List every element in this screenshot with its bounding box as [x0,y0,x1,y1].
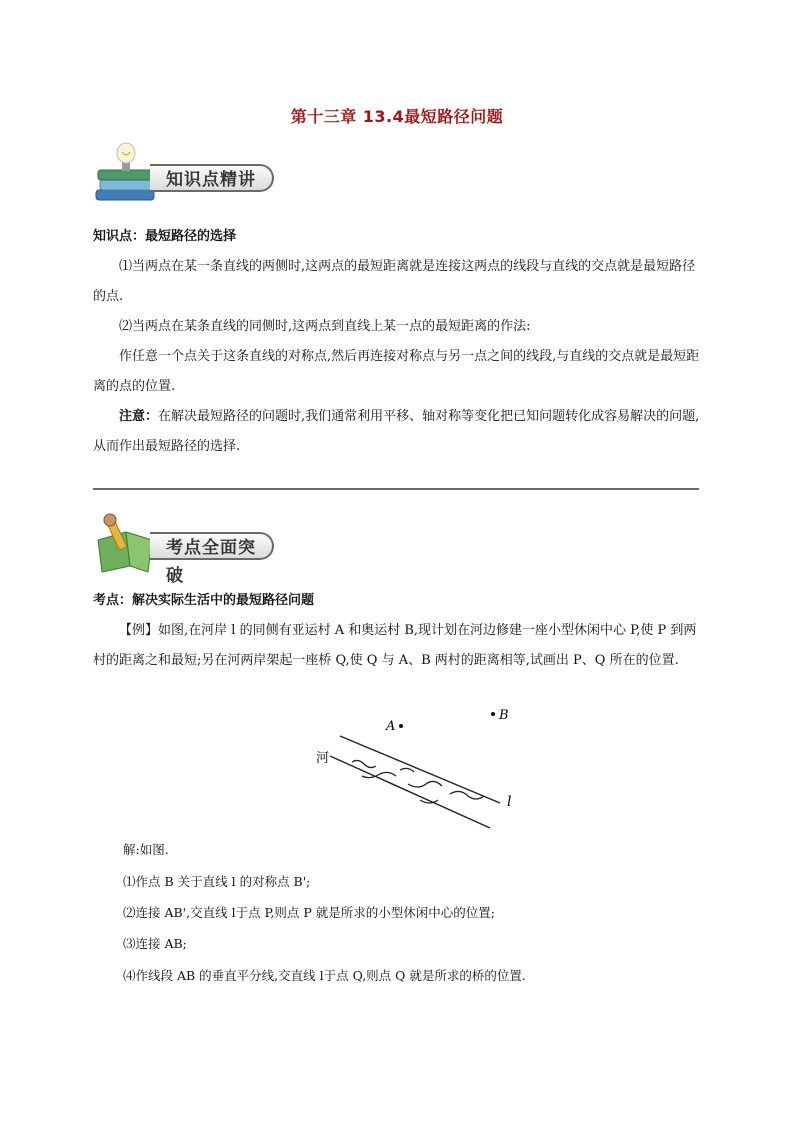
exam-section [93,586,701,676]
river-bank-lower [330,756,490,828]
section-divider [93,488,699,490]
water-wave [400,768,414,772]
example-text: 如图,在河岸 l 的同侧有亚运村 A 和奥运村 B,现计划在河边修建一座小型休闲中心 P,使 P 到两村的距离之和最短;另在河两岸架起一座桥 Q,使 Q 与 A、B 两村的距离相等,试画出 P、Q 所在的位置. [93,623,697,668]
section-banner-label: 考点全面突破 [150,532,274,560]
river-bank-upper [340,736,500,803]
exam-heading: 考点：解决实际生活中的最短路径问题 [93,593,315,608]
note-label: 注意： [119,409,159,424]
knowledge-heading: 知识点：最短路径的选择 [93,229,237,244]
section-banner-knowledge [92,142,282,208]
line-l-label: l [507,794,512,810]
river-label: 河 [316,751,330,766]
knowledge-paragraph-2: ⑵当两点在某条直线的同侧时,这两点到直线上某一点的最短距离的作法: [119,319,531,334]
solution-step-4: ⑷作线段 AB 的垂直平分线,交直线 l于点 Q,则点 Q 就是所求的桥的位置. [123,968,526,983]
river-diagram [300,700,530,835]
solution-intro: 解:如图. [123,842,169,857]
section-banner-exam [92,510,282,586]
knowledge-paragraph-3: 作任意一个点关于这条直线的对称点,然后再连接对称点与另一点之间的线段,与直线的交点就是最短距离的点的位置. [93,349,700,394]
solution-step-1: ⑴作点 B 关于直线 l 的对称点 B'; [123,874,311,889]
solution-step-3: ⑶连接 AB; [123,936,187,951]
knowledge-paragraph-1: ⑴当两点在某一条直线的两侧时,这两点的最短距离就是连接这两点的线段与直线的交点就是最短路径的点. [93,259,696,304]
point-a-dot [399,724,403,728]
point-a-label: A [386,719,396,734]
water-wave [408,781,442,787]
point-b-label: B [499,708,509,723]
point-b-dot [491,712,495,716]
section-banner-label: 知识点精讲 [150,164,274,192]
example-paragraph [93,616,701,676]
note-text: 在解决最短路径的问题时,我们通常利用平移、轴对称等变化把已知问题转化成容易解决的问题,从而作出最短路径的选择. [93,409,700,454]
water-wave [450,791,484,799]
knowledge-section [93,222,701,462]
water-wave [352,760,376,767]
solution-step-2: ⑵连接 AB',交直线 l于点 P,则点 P 就是所求的小型休闲中心的位置; [123,905,495,920]
note-paragraph [93,402,701,462]
example-bracket: 【例】 [119,623,159,638]
page-title: 第十三章 13.4最短路径问题 [290,107,504,126]
